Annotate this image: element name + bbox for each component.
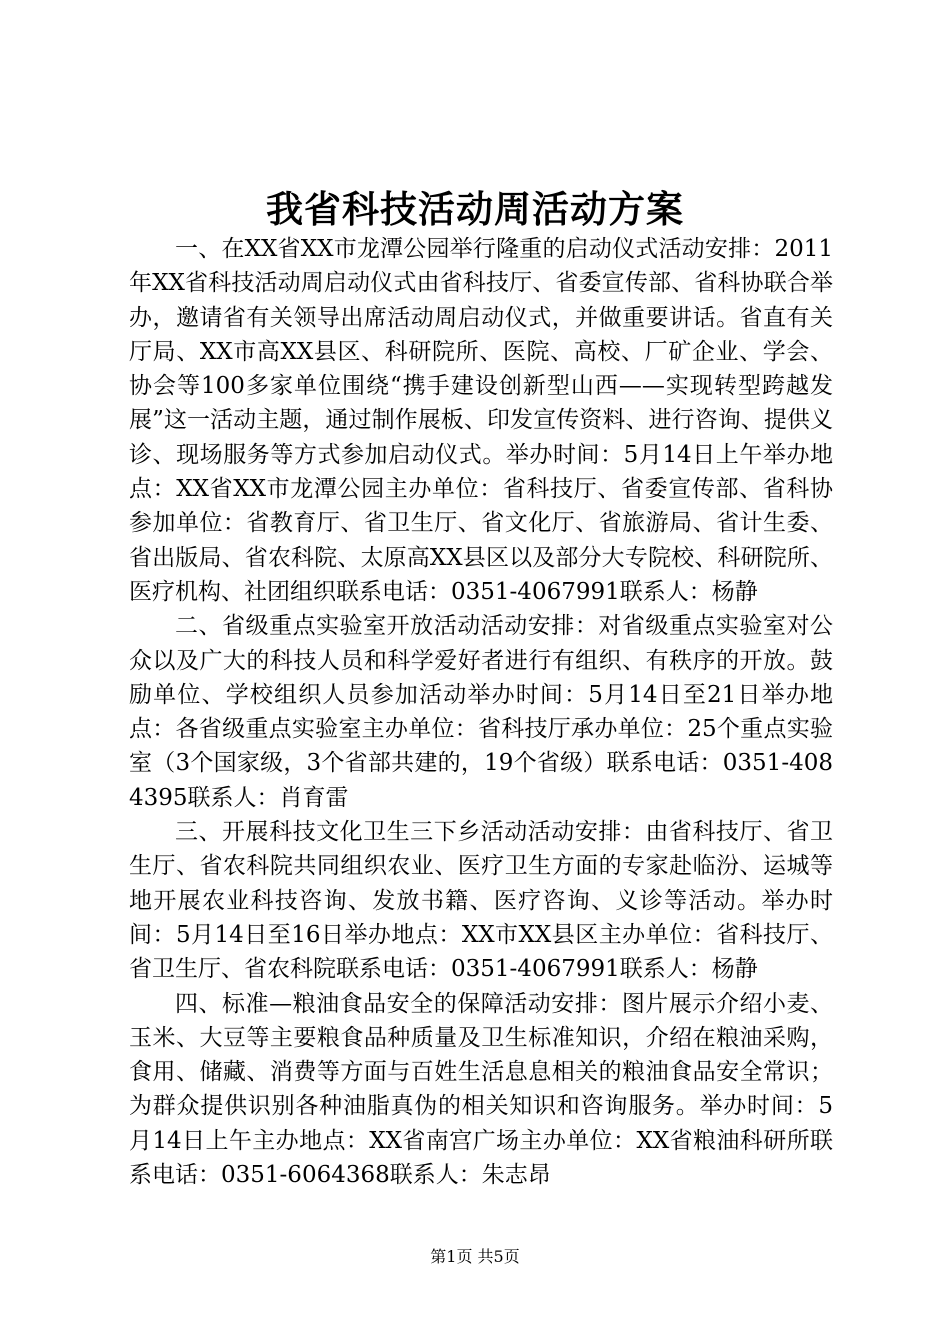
document-title: 我省科技活动周活动方案 — [266, 187, 684, 231]
page-number-footer: 第1页 共5页 — [430, 1247, 520, 1266]
paragraph-3: 三、开展科技文化卫生三下乡活动活动安排：由省科技厅、省卫生厅、省农科院共同组织农业、医疗卫生方面的专家赴临汾、运城等地开展农业科技咨询、发放书籍、医疗咨询、义诊等活动。举办时间：5月14日至16日举办地点：XX市XX县区主办单位：省科技厅、省卫生厅、省农科院联系电话：0351-4067991联系人：杨静 — [129, 819, 833, 983]
paragraph-1: 一、在XX省XX市龙潭公园举行隆重的启动仪式活动安排：2011年XX省科技活动周启动仪式由省科技厅、省委宣传部、省科协联合举办，邀请省有关领导出席活动周启动仪式，并做重要讲话。省直有关厅局、XX市高XX县区、科研院所、医院、高校、厂矿企业、学会、协会等100多家单位围绕“携手建设创新型山西——实现转型跨越发展”这一活动主题，通过制作展板、印发宣传资料、进行咨询、提供义诊、现场服务等方式参加启动仪式。举办时间：5月14日上午举办地点：XX省XX市龙潭公园主办单位：省科技厅、省委宣传部、省科协参加单位：省教育厅、省卫生厅、省文化厅、省旅游局、省计生委、省出版局、省农科院、太原高XX县区以及部分大专院校、科研院所、医疗机构、社团组织联系电话：0351-4067991联系人：杨静 — [129, 236, 833, 605]
paragraph-4: 四、标准—粮油食品安全的保障活动安排：图片展示介绍小麦、玉米、大豆等主要粮食品种质量及卫生标准知识，介绍在粮油采购，食用、储藏、消费等方面与百姓生活息息相关的粮油食品安全常识；为群众提供识别各种油脂真伪的相关知识和咨询服务。举办时间：5月14日上午主办地点：XX省南宫广场主办单位：XX省粮油科研所联系电话：0351-6064368联系人：朱志昂 — [129, 990, 833, 1189]
paragraph-2: 二、省级重点实验室开放活动活动安排：对省级重点实验室对公众以及广大的科技人员和科学爱好者进行有组织、有秩序的开放。鼓励单位、学校组织人员参加活动举办时间：5月14日至21日举办地点：各省级重点实验室主办单位：省科技厅承办单位：25个重点实验室（3个国家级，3个省部共建的，19个省级）联系电话：0351-4084395联系人：肖育雷 — [129, 613, 833, 811]
document-body — [129, 232, 833, 1192]
